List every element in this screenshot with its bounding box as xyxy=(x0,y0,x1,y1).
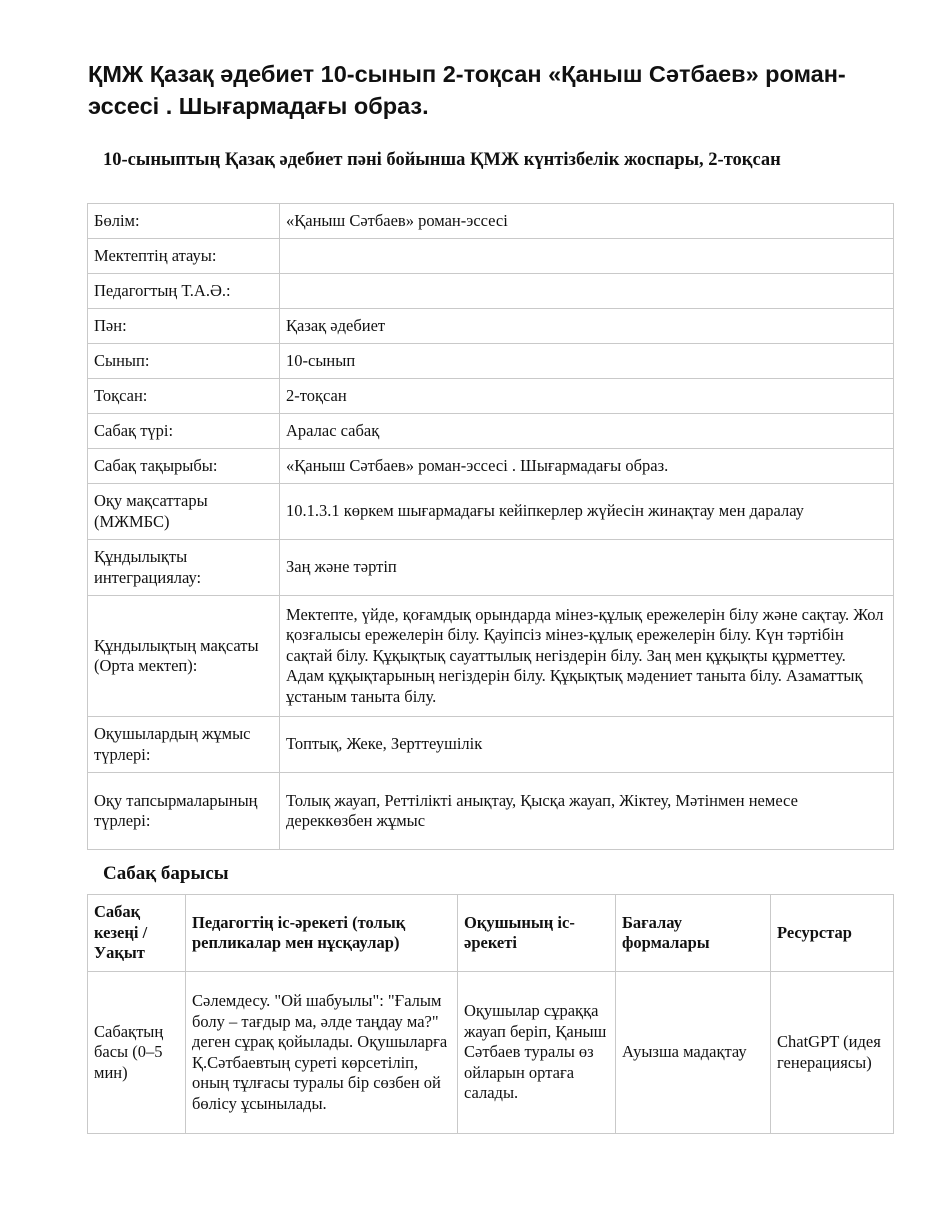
column-header: Бағалау формалары xyxy=(616,895,771,972)
column-header: Сабақ кезеңі / Уақыт xyxy=(88,895,186,972)
table-row xyxy=(88,596,894,717)
table-row xyxy=(88,344,894,379)
plan-subtitle: 10-сыныптың Қазақ әдебиет пәні бойынша ҚМЖ күнтізбелік жоспары, 2-тоқсан xyxy=(103,150,781,170)
info-label: Оқу тапсырмаларының түрлері: xyxy=(88,773,280,850)
info-value xyxy=(280,274,894,309)
table-row xyxy=(88,379,894,414)
info-value: 10.1.3.1 көркем шығармадағы кейіпкерлер жүйесін жинақтау мен даралау xyxy=(280,484,894,540)
info-label: Құндылықтың мақсаты (Орта мектеп): xyxy=(88,596,280,717)
student-activity: Оқушылар сұраққа жауап беріп, Қаныш Сәтбаев туралы өз ойларын ортаға салады. xyxy=(458,972,616,1134)
info-value: Мектепте, үйде, қоғамдық орындарда мінез-құлық ережелерін білу және сақтау. Жол қозғалысы ережелерін білу. Қауіпсіз мінез-құлық ережелерін білу. Күн тәртібін сақтай білу. Құқықтық сауаттылық негіздерін білу. Заң мен құқықты құрметтеу. Адам құқықтарының негіздерін білу. Құқықтық мәдениет таныта білу. Азаматтық ұстаным таныта білу. xyxy=(280,596,894,717)
info-label: Оқушылардың жұмыс түрлері: xyxy=(88,717,280,773)
lesson-flow-table xyxy=(87,894,894,1134)
resources: ChatGPT (идея генерациясы) xyxy=(771,972,894,1134)
table-row xyxy=(88,773,894,850)
table-row xyxy=(88,274,894,309)
info-value: «Қаныш Сәтбаев» роман-эссесі xyxy=(280,204,894,239)
info-label: Бөлім: xyxy=(88,204,280,239)
table-row xyxy=(88,414,894,449)
info-value: Аралас сабақ xyxy=(280,414,894,449)
info-value: Топтық, Жеке, Зерттеушілік xyxy=(280,717,894,773)
table-row xyxy=(88,204,894,239)
info-label: Сабақ тақырыбы: xyxy=(88,449,280,484)
document-title: ҚМЖ Қазақ әдебиет 10-сынып 2-тоқсан «Қаныш Сәтбаев» роман-эссесі . Шығармадағы образ. xyxy=(88,61,846,119)
table-row xyxy=(88,540,894,596)
table-row xyxy=(88,309,894,344)
column-header: Педагогтің іс-әрекеті (толық репликалар мен нұсқаулар) xyxy=(186,895,458,972)
info-value: Толық жауап, Реттілікті анықтау, Қысқа жауап, Жіктеу, Мәтінмен немесе дереккөзбен жұмыс xyxy=(280,773,894,850)
info-value xyxy=(280,239,894,274)
info-value: «Қаныш Сәтбаев» роман-эссесі . Шығармадағы образ. xyxy=(280,449,894,484)
table-row xyxy=(88,717,894,773)
table-row xyxy=(88,449,894,484)
table-row xyxy=(88,972,894,1134)
info-label: Оқу мақсаттары (МЖМБС) xyxy=(88,484,280,540)
info-value: 10-сынып xyxy=(280,344,894,379)
table-row xyxy=(88,239,894,274)
info-label: Құндылықты интеграциялау: xyxy=(88,540,280,596)
teacher-activity: Сәлемдесу. "Ой шабуылы": "Ғалым болу – тағдыр ма, әлде таңдау ма?" деген сұрақ қойылады. Оқушыларға Қ.Сәтбаевтың суреті көрсетіліп, оның тұлғасы туралы бір сөзбен ой бөлісу ұсынылады. xyxy=(186,972,458,1134)
lesson-info-table xyxy=(87,203,894,850)
info-label: Пән: xyxy=(88,309,280,344)
info-label: Сынып: xyxy=(88,344,280,379)
info-label: Сабақ түрі: xyxy=(88,414,280,449)
table-row xyxy=(88,484,894,540)
section-title: Сабақ барысы xyxy=(103,863,229,884)
info-value: Қазақ әдебиет xyxy=(280,309,894,344)
info-label: Педагогтың Т.А.Ә.: xyxy=(88,274,280,309)
lesson-stage: Сабақтың басы (0–5 мин) xyxy=(88,972,186,1134)
column-header: Оқушының іс-әрекеті xyxy=(458,895,616,972)
info-label: Тоқсан: xyxy=(88,379,280,414)
column-header: Ресурстар xyxy=(771,895,894,972)
info-value: Заң және тәртіп xyxy=(280,540,894,596)
info-label: Мектептің атауы: xyxy=(88,239,280,274)
assessment-form: Ауызша мадақтау xyxy=(616,972,771,1134)
table-header-row xyxy=(88,895,894,972)
info-value: 2-тоқсан xyxy=(280,379,894,414)
